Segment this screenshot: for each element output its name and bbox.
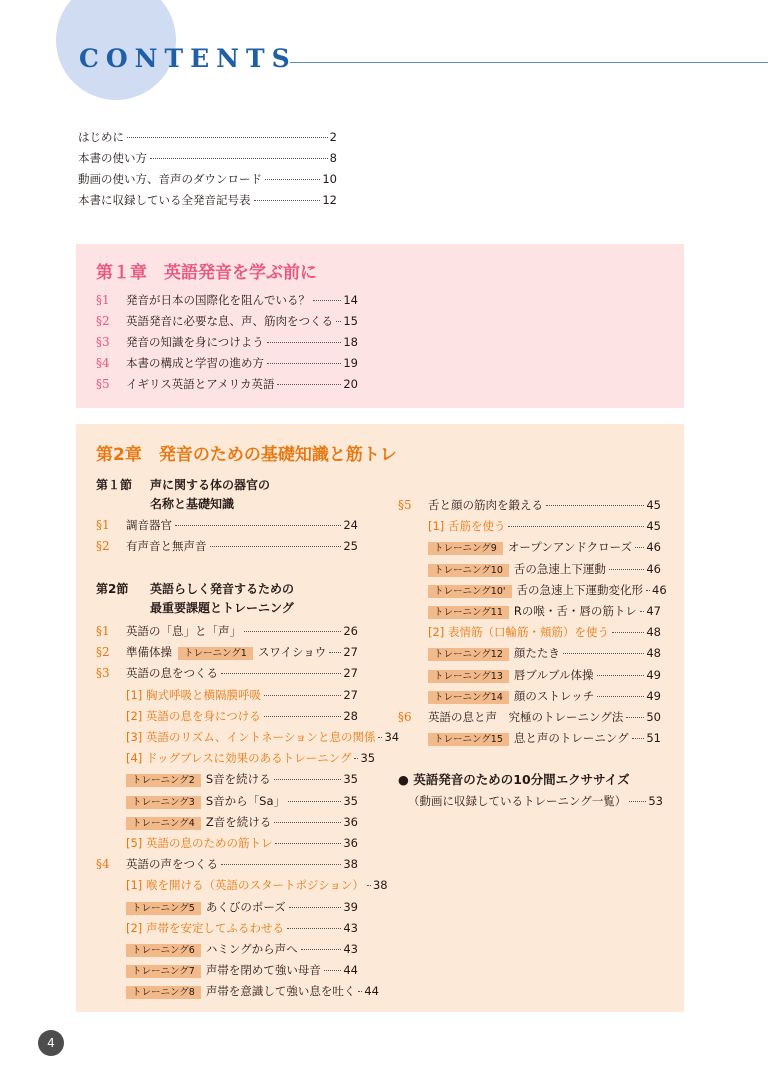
page-ref: 49 [646, 667, 661, 682]
entry-label: 動画の使い方、音声のダウンロード [78, 172, 262, 186]
section2-heading: 第2節 英語らしく発音するための 最重要課題とトレーニング [96, 582, 295, 615]
section-mark: §6 [398, 710, 412, 724]
page-ref: 38 [343, 857, 358, 872]
page-ref: 27 [343, 687, 358, 702]
leader-dots [221, 673, 341, 674]
toc-entry[interactable] [96, 334, 358, 350]
page-ref: 46 [646, 561, 661, 576]
entry-label: はじめに [78, 130, 124, 144]
toc-entry[interactable] [96, 856, 358, 872]
entry-label: オープンアンドクローズ [507, 540, 633, 555]
entry-label: [3] 英語のリズム、イントネーションと息の関係 [126, 730, 376, 744]
toc-entry[interactable] [428, 561, 661, 577]
page-ref: 45 [646, 519, 661, 534]
toc-entry[interactable] [126, 771, 358, 787]
toc-entry[interactable] [126, 687, 358, 703]
section-mark: §3 [96, 666, 110, 681]
entry-label: 調音器官 [126, 518, 172, 532]
entry-label: 英語の息と声 究極のトレーニング法 [428, 710, 624, 724]
page-ref: 24 [343, 518, 358, 532]
toc-entry[interactable] [126, 962, 358, 978]
page-ref: 35 [343, 793, 358, 808]
exercise-title: ● 英語発音のための10分間エクササイズ [398, 772, 630, 787]
toc-entry[interactable] [428, 730, 661, 746]
entry-label: 英語発音に必要な息、声、筋肉をつくる [126, 314, 333, 328]
toc-entry[interactable] [398, 709, 661, 725]
entry-label: 唇ブルブル体操 [513, 667, 594, 682]
entry-label: ハミングから声へ [205, 942, 298, 956]
training-tag: トレーニング1 [178, 647, 253, 660]
entry-label: 舌の急速上下運動 [513, 561, 606, 576]
page-ref: 43 [343, 920, 358, 935]
leader-dots [301, 949, 342, 950]
leader-dots [244, 631, 341, 632]
chapter2-title: 第2章 発音のための基礎知識と筋トレ [96, 445, 397, 465]
leader-dots [324, 970, 342, 971]
toc-entry[interactable] [78, 192, 337, 208]
entry-label: Z音を続ける [205, 814, 272, 829]
leader-dots [358, 991, 362, 992]
leader-dots [265, 179, 320, 180]
page-number: 4 [38, 1030, 64, 1056]
toc-entry[interactable] [78, 129, 337, 145]
section-mark: §2 [96, 539, 110, 553]
leader-dots [354, 758, 358, 759]
leader-dots [275, 843, 341, 844]
page-ref: 19 [343, 356, 358, 370]
toc-entry[interactable] [96, 292, 358, 308]
entry-label: 発音の知識を身につけよう [126, 335, 264, 349]
page-ref: 38 [372, 878, 388, 893]
leader-dots [508, 526, 644, 527]
training-tag: トレーニング15 [428, 733, 509, 746]
leader-dots [640, 611, 644, 612]
entry-label: [1] 舌筋を使う [428, 519, 506, 534]
leader-dots [254, 200, 321, 201]
page-ref: 2 [329, 130, 337, 144]
section-mark: §3 [96, 335, 110, 349]
training-tag: トレーニング4 [126, 817, 201, 830]
page-ref: 10 [322, 172, 337, 186]
page-ref: 50 [646, 710, 661, 724]
training-tag: トレーニング7 [126, 965, 201, 978]
section-mark: §1 [96, 518, 110, 532]
leader-dots [597, 696, 644, 697]
entry-label: スワイショウ [257, 645, 327, 660]
page-ref: 12 [322, 193, 337, 207]
page-ref: 8 [329, 151, 337, 165]
page-ref: 46 [652, 582, 667, 597]
leader-dots [221, 864, 341, 865]
training-tag: トレーニング3 [126, 796, 201, 809]
page-ref: 35 [343, 772, 358, 787]
leader-dots [289, 907, 342, 908]
toc-entry[interactable] [126, 983, 379, 999]
leader-dots [287, 928, 341, 929]
page-ref: 14 [343, 293, 358, 307]
leader-dots [597, 675, 645, 676]
page-ref: 26 [343, 624, 358, 638]
entry-label: [4] ドッグブレスに効果のあるトレーニング [126, 751, 352, 766]
page-ref: 25 [343, 539, 358, 553]
entry-label: [2] 表情筋（口輪筋・頬筋）を使う [428, 625, 609, 640]
page-ref: 44 [364, 984, 379, 999]
section-mark: §1 [96, 624, 110, 638]
training-tag: トレーニング5 [126, 902, 201, 915]
page-ref: 44 [343, 963, 358, 978]
entry-label: 舌の急速上下運動変化形 [516, 582, 644, 597]
toc-entry[interactable] [428, 518, 661, 534]
section-mark: §2 [96, 314, 110, 328]
leader-dots [277, 384, 341, 385]
toc-entry[interactable] [96, 313, 358, 329]
toc-entry[interactable] [126, 877, 388, 893]
page-ref: 36 [343, 814, 358, 829]
entry-label: あくびのポーズ [205, 899, 286, 914]
leader-dots [175, 525, 341, 526]
entry-label: 有声音と無声音 [126, 539, 207, 553]
page-ref: 51 [646, 731, 661, 746]
section-mark: §5 [398, 498, 412, 512]
entry-label: 英語の息をつくる [126, 666, 218, 681]
toc-entry[interactable] [126, 814, 358, 830]
section-mark: §4 [96, 857, 110, 872]
training-tag: トレーニング11 [428, 606, 509, 619]
toc-entry[interactable] [398, 497, 661, 513]
toc-entry[interactable] [428, 603, 661, 619]
section-mark: §1 [96, 293, 110, 307]
entry-label: 英語の「息」と「声」 [126, 624, 241, 638]
toc-entry[interactable] [126, 729, 400, 745]
page-ref: 35 [360, 751, 376, 766]
page-ref: 45 [646, 498, 661, 512]
page-ref: 36 [343, 836, 358, 850]
leader-dots [267, 342, 342, 343]
leader-dots [609, 569, 644, 570]
chapter1-title: 第１章 英語発音を学ぶ前に [96, 263, 317, 283]
entry-label: イギリス英語とアメリカ英語 [126, 377, 275, 391]
leader-dots [378, 737, 382, 738]
section-mark: §2 [96, 645, 110, 660]
entry-label: S音から「Sa」 [205, 793, 286, 808]
leader-dots [264, 716, 342, 717]
toc-entry[interactable] [126, 708, 358, 724]
entry-label: [1] 胸式呼吸と横隔膜呼吸 [126, 687, 261, 702]
leader-dots [635, 547, 644, 548]
toc-entry[interactable] [428, 645, 661, 661]
entry-label: 息と声のトレーニング [513, 731, 629, 746]
page-ref: 43 [343, 942, 358, 956]
page-ref: 15 [343, 314, 358, 328]
page-ref: 20 [343, 377, 358, 391]
toc-entry[interactable] [96, 355, 358, 371]
page-ref: 28 [343, 708, 358, 723]
toc-entry[interactable] [96, 517, 358, 533]
entry-label: [1] 喉を開ける（英語のスタートポジション） [126, 878, 364, 893]
page-ref: 48 [646, 646, 661, 661]
toc-entry[interactable] [78, 171, 337, 187]
entry-label: 声帯を閉めて強い母音 [205, 963, 321, 978]
leader-dots [546, 505, 644, 506]
training-tag: トレーニング14 [428, 691, 509, 704]
exercise-entry[interactable]: （動画に収録しているトレーニング一覧） 53 [408, 794, 663, 808]
entry-label: [2] 声帯を安定してふるわせる [126, 920, 284, 935]
training-tag: トレーニング8 [126, 986, 201, 999]
training-tag: トレーニング10 [428, 564, 509, 577]
training-tag: トレーニング10' [428, 585, 512, 598]
toc-entry[interactable] [126, 941, 358, 957]
leader-dots [336, 321, 341, 322]
entry-label: 本書の構成と学習の進め方 [126, 356, 264, 370]
toc-entry[interactable] [428, 624, 661, 640]
toc-entry[interactable] [126, 920, 358, 936]
leader-dots [288, 801, 341, 802]
title-rule [290, 62, 768, 63]
entry-label: 本書に収録している全発音記号表 [78, 193, 251, 207]
section-mark: §5 [96, 377, 110, 391]
entry-label: 英語の声をつくる [126, 857, 218, 872]
leader-dots [150, 158, 328, 159]
page-ref: 49 [646, 688, 661, 703]
page-ref: 48 [646, 625, 661, 640]
leader-dots [367, 885, 371, 886]
training-tag: トレーニング2 [126, 774, 201, 787]
entry-label: 準備体操 [126, 645, 172, 660]
training-tag: トレーニング6 [126, 944, 201, 957]
training-tag: トレーニング9 [428, 542, 503, 555]
toc-entry[interactable] [126, 835, 358, 851]
leader-dots [127, 137, 328, 138]
toc-entry[interactable] [126, 793, 358, 809]
contents-title: CONTENTS [79, 44, 297, 73]
leader-dots [264, 695, 341, 696]
toc-entry[interactable] [428, 582, 667, 598]
toc-entry[interactable] [96, 644, 358, 660]
entry-label: S音を続ける [205, 772, 271, 787]
entry-label: 声帯を意識して強い息を吐く [205, 984, 356, 999]
page-ref: 27 [343, 666, 358, 681]
leader-dots [632, 738, 645, 739]
toc-entry[interactable] [96, 623, 358, 639]
leader-dots [646, 590, 650, 591]
entry-label: 本書の使い方 [78, 151, 147, 165]
page-ref: 18 [343, 335, 358, 349]
toc-entry[interactable] [96, 538, 358, 554]
leader-dots [626, 717, 644, 718]
leader-dots [329, 652, 341, 653]
page-ref: 47 [646, 604, 661, 618]
leader-dots [210, 546, 342, 547]
page-ref: 34 [384, 730, 400, 744]
toc-entry[interactable] [428, 539, 661, 555]
entry-label: Rの喉・舌・唇の筋トレ [513, 604, 637, 618]
toc-entry[interactable] [96, 665, 358, 681]
leader-dots [563, 653, 644, 654]
toc-entry[interactable] [126, 899, 358, 915]
toc-entry[interactable] [428, 667, 661, 683]
entry-label: 顔のストレッチ [513, 688, 595, 703]
section-mark: §4 [96, 356, 110, 370]
leader-dots [313, 300, 341, 301]
entry-label: [5] 英語の息のための筋トレ [126, 836, 273, 850]
entry-label: 顔たたき [513, 646, 560, 661]
training-tag: トレーニング12 [428, 648, 509, 661]
toc-entry[interactable] [96, 376, 358, 392]
page-ref: 39 [343, 899, 358, 914]
leader-dots [274, 822, 341, 823]
toc-entry[interactable] [428, 688, 661, 704]
page-ref: 46 [646, 540, 661, 555]
leader-dots [267, 363, 341, 364]
entry-label: [2] 英語の息を身につける [126, 708, 261, 723]
toc-entry[interactable] [126, 750, 376, 766]
toc-entry[interactable] [78, 150, 337, 166]
training-tag: トレーニング13 [428, 670, 509, 683]
entry-label: 発音が日本の国際化を阻んでいる？ [126, 293, 310, 307]
entry-label: 舌と顔の筋肉を鍛える [428, 498, 543, 512]
section1-heading: 第１節 声に関する体の器官の 名称と基礎知識 [96, 478, 271, 511]
leader-dots [612, 632, 644, 633]
page-ref: 27 [343, 645, 358, 660]
leader-dots [274, 779, 342, 780]
